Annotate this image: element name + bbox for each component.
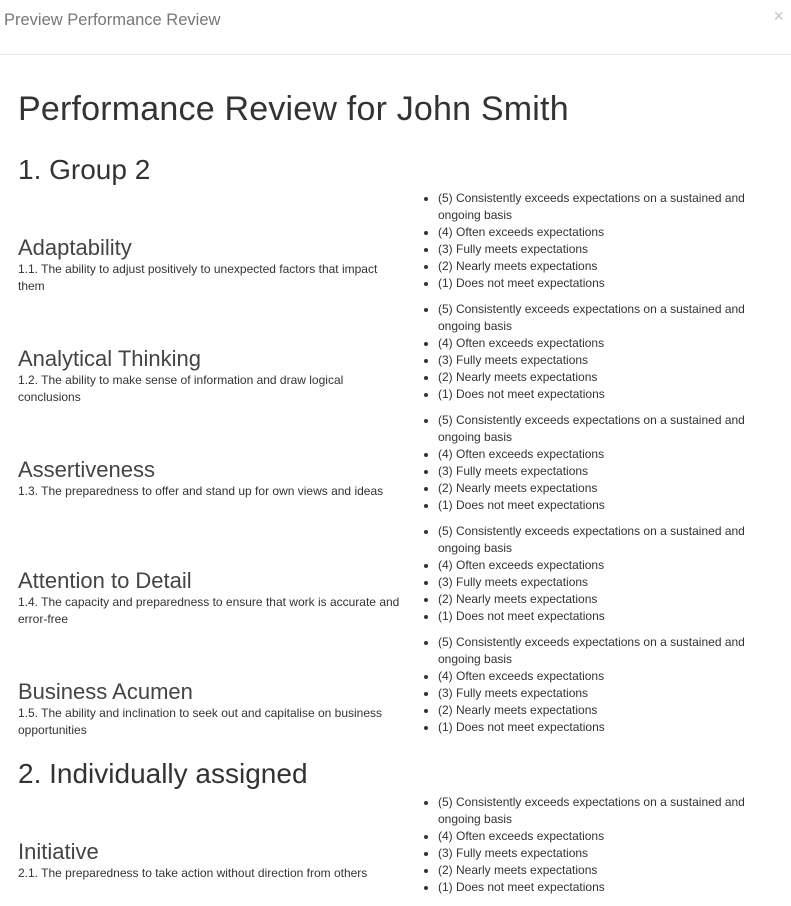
review-title: Performance Review for John Smith [18,90,569,128]
rating-options-list [420,301,773,403]
rating-option: • (5) Consistently exceeds expectations on a sustained and ongoing basis [438,794,773,828]
competency-name: Initiative [18,839,99,864]
competency-name: Business Acumen [18,679,193,704]
competency-description: 1.5. The ability and inclination to seek out and capitalise on business opportunities [18,706,383,737]
rating-option: • (1) Does not meet expectations [438,879,773,896]
rating-option: • (5) Consistently exceeds expectations on a sustained and ongoing basis [438,190,773,224]
competency-name: Attention to Detail [18,568,192,593]
competency-row [18,299,773,410]
rating-option: • (5) Consistently exceeds expectations on a sustained and ongoing basis [438,412,773,446]
rating-options-list [420,634,773,736]
rating-option: • (2) Nearly meets expectations [438,702,773,719]
competency-description: 1.4. The capacity and preparedness to ensure that work is accurate and error-free [18,595,400,626]
rating-option: • (3) Fully meets expectations [438,352,773,369]
modal-title: Preview Performance Review [4,11,221,29]
rating-option: • (3) Fully meets expectations [438,574,773,591]
rating-option: • (1) Does not meet expectations [438,497,773,514]
rating-options-list [420,794,773,896]
competency-name: Analytical Thinking [18,346,202,371]
rating-options-list [420,190,773,292]
rating-option: • (2) Nearly meets expectations [438,369,773,386]
rating-option: • (1) Does not meet expectations [438,719,773,736]
rating-option: • (3) Fully meets expectations [438,685,773,702]
competency-description: 1.3. The preparedness to offer and stand up for own views and ideas [18,484,384,498]
rating-option: • (2) Nearly meets expectations [438,480,773,497]
competency-name: Adaptability [18,235,132,260]
modal-header [0,0,791,55]
rating-options-list [420,412,773,514]
competency-description: 1.1. The ability to adjust positively to unexpected factors that impact them [18,262,378,293]
competency-row [18,792,773,903]
rating-option: • (2) Nearly meets expectations [438,862,773,879]
group-title: 2. Individually assigned [18,758,308,789]
rating-option: • (4) Often exceeds expectations [438,335,773,352]
competency-name: Assertiveness [18,457,155,482]
competency-description: 1.2. The ability to make sense of information and draw logical conclusions [18,373,344,404]
rating-option: • (2) Nearly meets expectations [438,258,773,275]
rating-option: • (4) Often exceeds expectations [438,828,773,845]
competency-row [18,521,773,632]
rating-option: • (4) Often exceeds expectations [438,557,773,574]
rating-option: • (5) Consistently exceeds expectations on a sustained and ongoing basis [438,523,773,557]
rating-option: • (1) Does not meet expectations [438,275,773,292]
close-icon[interactable]: × [773,6,784,26]
rating-option: • (4) Often exceeds expectations [438,224,773,241]
rating-options-list [420,523,773,625]
rating-option: • (1) Does not meet expectations [438,386,773,403]
competency-row [18,632,773,743]
rating-option: • (3) Fully meets expectations [438,241,773,258]
rating-option: • (1) Does not meet expectations [438,608,773,625]
rating-option: • (4) Often exceeds expectations [438,446,773,463]
group-title: 1. Group 2 [18,154,151,185]
competency-description: 2.1. The preparedness to take action without direction from others [18,866,368,880]
rating-option: • (5) Consistently exceeds expectations on a sustained and ongoing basis [438,634,773,668]
rating-option: • (3) Fully meets expectations [438,845,773,862]
rating-option: • (4) Often exceeds expectations [438,668,773,685]
rating-option: • (5) Consistently exceeds expectations on a sustained and ongoing basis [438,301,773,335]
rating-option: • (2) Nearly meets expectations [438,591,773,608]
competency-row [18,188,773,299]
review-content [0,89,791,903]
rating-option: • (3) Fully meets expectations [438,463,773,480]
competency-row [18,410,773,521]
